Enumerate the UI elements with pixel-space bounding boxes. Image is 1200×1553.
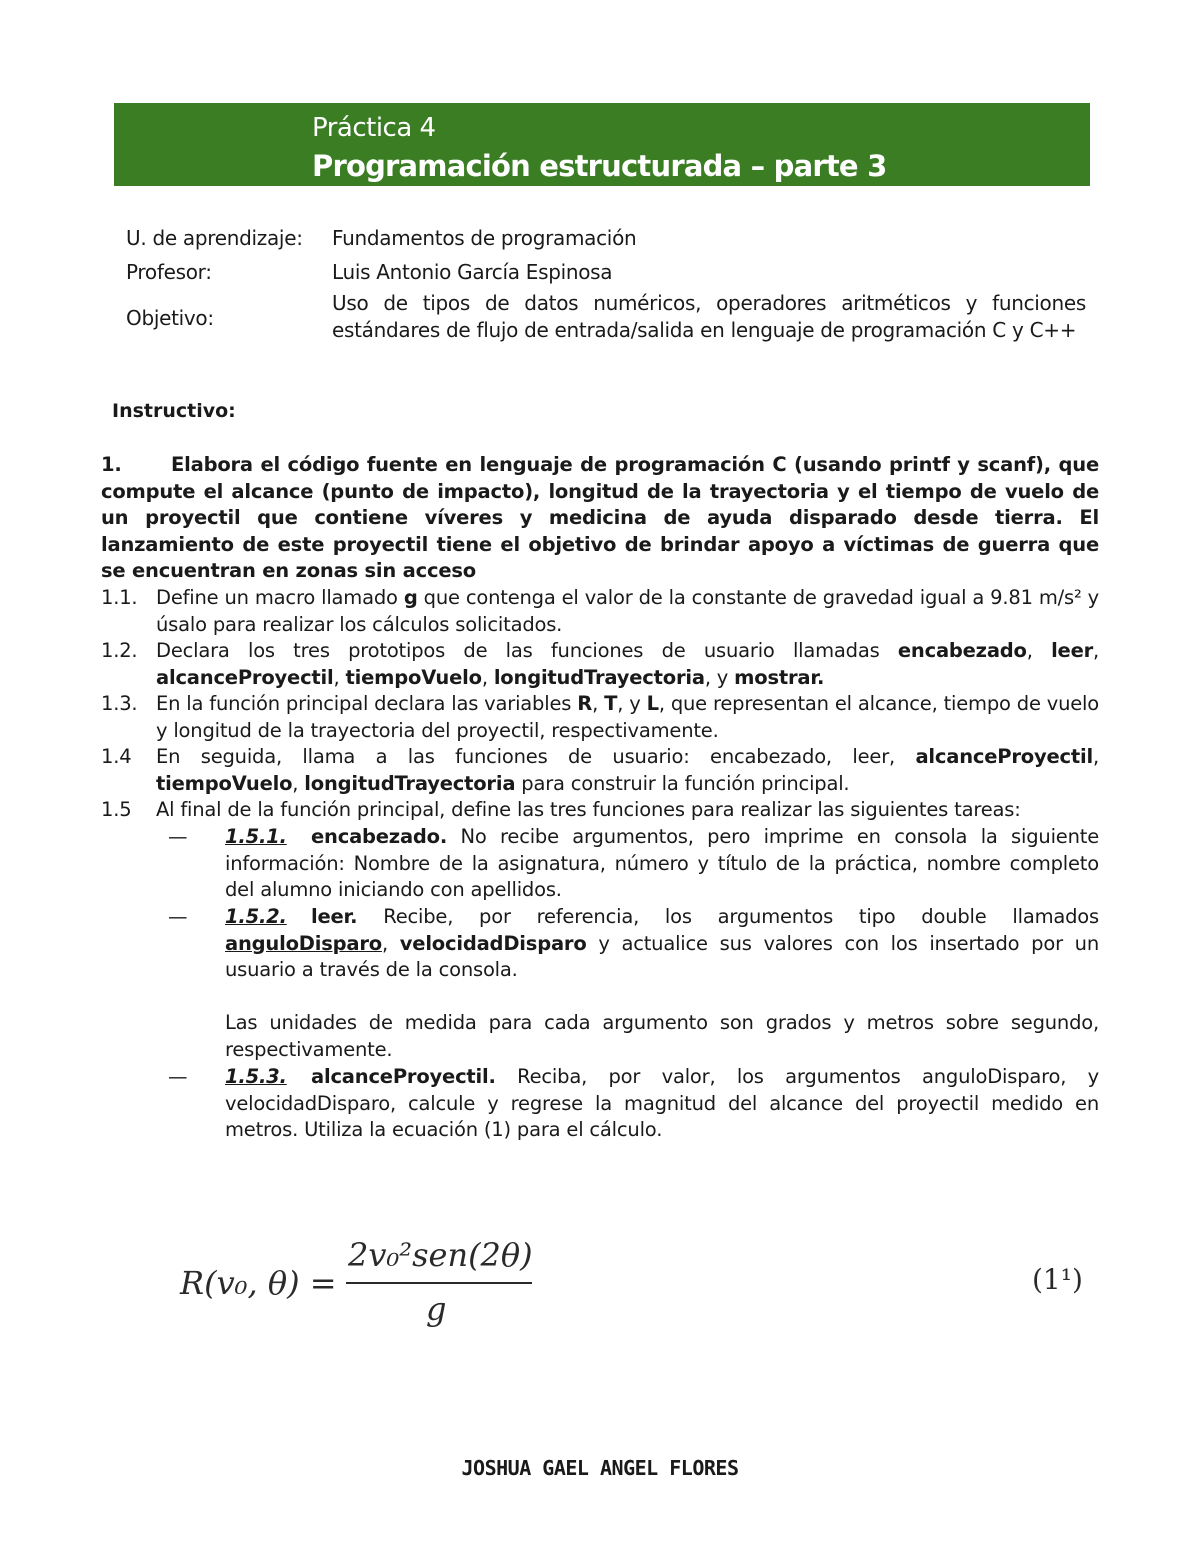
variable-name: T	[604, 692, 618, 715]
step-number: 1.4	[101, 745, 132, 768]
substep-text: No recibe argumentos, pero imprime en consola la siguiente información: Nombre de la asignatura, número y título de la práctica, nombre completo del alumno iniciando con apellidos.	[225, 825, 1099, 902]
substep-text: ,	[381, 931, 400, 955]
step-number: 1.1.	[101, 586, 138, 609]
step-text: , que representan el alcance, tiempo de vuelo y longitud de la trayectoria del proyectil, respectivamente.	[156, 692, 1100, 742]
substep-text: y actualice sus valores con los insertado por un usuario a través de la consola.	[225, 931, 1099, 982]
step-number: 1.2.	[101, 639, 138, 662]
dash-bullet: —	[168, 905, 188, 928]
step-text: que contenga el valor de la constante de gravedad igual a 9.81 m/s² y úsalo para realizar los cálculos solicitados.	[156, 586, 1099, 636]
equation-denominator: g	[426, 1290, 447, 1328]
substep-number: 1.5.3.	[225, 1065, 287, 1088]
substep-text: Recibe, por referencia, los argumentos tipo double llamados	[357, 905, 1099, 928]
range-equation	[180, 1232, 1080, 1332]
function-name: leer	[1051, 639, 1094, 662]
step-text: ,	[1093, 745, 1099, 768]
function-name: encabezado	[897, 639, 1027, 662]
step-text: ,	[292, 771, 305, 795]
objective-label: Objetivo:	[126, 306, 214, 330]
step-text: ,	[1026, 639, 1052, 662]
function-name: alcanceProyectil	[915, 745, 1093, 768]
argument-name: velocidadDisparo	[399, 931, 587, 955]
practice-title: Programación estructurada – parte 3	[312, 149, 887, 183]
teacher-value: Luis Antonio García Espinosa	[332, 260, 613, 284]
task-1-number: 1.	[101, 453, 122, 476]
unit-label: U. de aprendizaje:	[126, 226, 303, 250]
step-text: Define un macro llamado	[156, 586, 404, 609]
equation-numerator: 2v₀²sen(2θ)	[348, 1236, 533, 1274]
step-text: Al final de la función principal, define las tres funciones para realizar las siguientes tareas:	[156, 798, 1021, 821]
function-name: leer.	[311, 905, 358, 928]
function-name: tiempoVuelo	[345, 665, 482, 689]
variable-name: L	[646, 692, 659, 715]
author-footer: JOSHUA GAEL ANGEL FLORES	[461, 1456, 739, 1480]
step-number: 1.3.	[101, 692, 138, 715]
function-name: alcanceProyectil	[156, 665, 334, 689]
substep-number: 1.5.2.	[225, 905, 287, 928]
task-1-text: Elabora el código fuente en lenguaje de programación C (usando printf y scanf), que compute el alcance (punto de impacto), longitud de la trayectoria y el tiempo de vuelo de un proyectil que contiene víveres y medicina de ayuda disparado desde tierra. El lanzamiento de este proyectil tiene el objetivo de brindar apoyo a víctimas de guerra que se encuentran en zonas sin acceso	[101, 453, 1099, 583]
step-text: En seguida, llama a las funciones de usuario: encabezado, leer,	[156, 745, 916, 768]
function-name: tiempoVuelo	[156, 771, 293, 795]
task-1	[101, 452, 1099, 585]
equation-number: (1¹)	[1032, 1263, 1083, 1296]
step-text: ,	[592, 692, 605, 715]
step-text: En la función principal declara las variables	[156, 692, 578, 715]
step-text: para construir la función principal.	[515, 771, 850, 795]
practice-number: Práctica 4	[312, 113, 436, 143]
function-name: longitudTrayectoria	[493, 665, 705, 689]
macro-name: g	[403, 586, 418, 609]
fraction-bar	[346, 1282, 532, 1284]
step-number: 1.5	[101, 798, 132, 821]
objective-value: Uso de tipos de datos numéricos, operadores aritméticos y funciones estándares de flujo de entrada/salida en lenguaje de programación C y C++	[332, 291, 1086, 342]
units-note: Las unidades de medida para cada argumento son grados y metros sobre segundo, respectivamente.	[225, 1011, 1099, 1061]
step-text: ,	[1093, 639, 1100, 662]
step-text: ,	[333, 665, 346, 689]
function-name: encabezado.	[311, 825, 448, 848]
teacher-label: Profesor:	[126, 260, 212, 284]
step-text: , y	[704, 665, 735, 689]
title-banner	[114, 103, 1090, 186]
argument-name: anguloDisparo	[225, 931, 382, 955]
unit-value: Fundamentos de programación	[332, 226, 637, 250]
step-text: ,	[481, 665, 494, 689]
function-name: alcanceProyectil.	[311, 1065, 496, 1088]
dash-bullet: —	[168, 1065, 188, 1088]
step-text: Declara los tres prototipos de las funciones de usuario llamadas	[156, 639, 898, 662]
substep-text: Reciba, por valor, los argumentos anguloDisparo, y velocidadDisparo, calcule y regrese la magnitud del alcance del proyectil medido en metros. Utiliza la ecuación (1) para el cálculo.	[225, 1065, 1099, 1142]
instructions-label: Instructivo:	[112, 400, 236, 422]
function-name: longitudTrayectoria	[304, 771, 516, 795]
equation-lhs: R(v₀, θ) =	[180, 1264, 337, 1302]
dash-bullet: —	[168, 825, 188, 848]
substep-number: 1.5.1.	[225, 825, 287, 848]
variable-name: R	[577, 692, 593, 715]
step-text: , y	[617, 692, 647, 715]
function-name: mostrar.	[734, 665, 825, 689]
